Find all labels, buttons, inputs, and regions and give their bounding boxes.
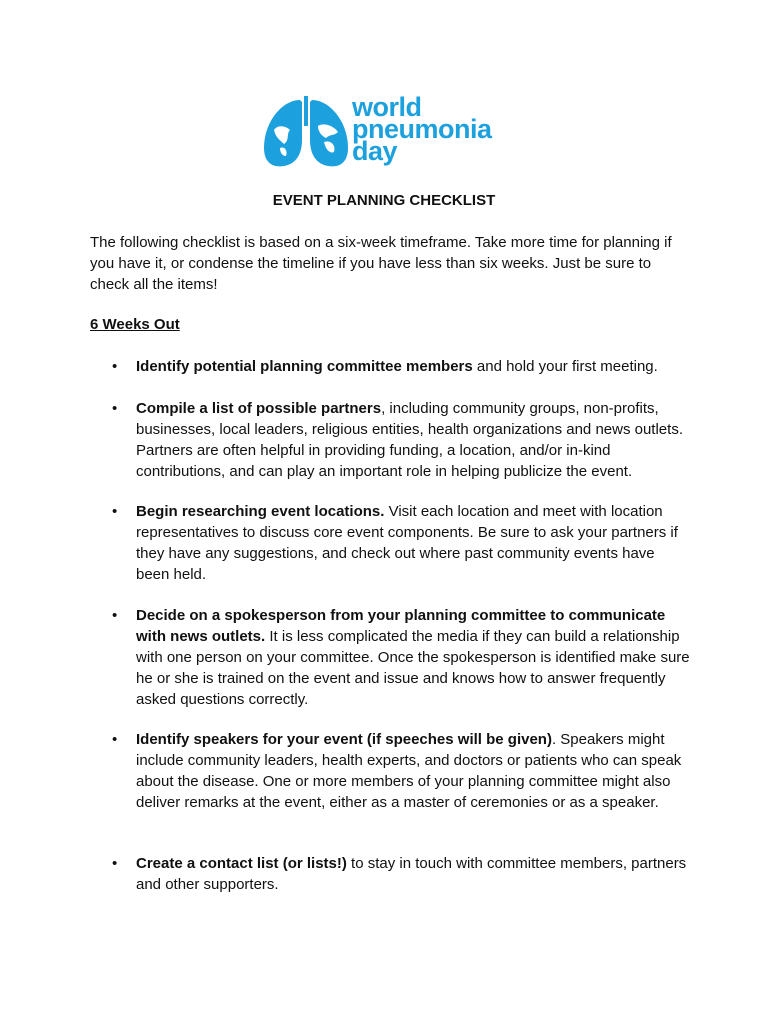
item-bold-text: Create a contact list (or lists!)	[136, 855, 347, 872]
item-text: It is less complicated the media if they can build a relationship with one person on your committee. Once the spokesperson is identified make sure he or she is trained on the event and issue and knows how to answer frequently asked questions correctly.	[136, 628, 690, 708]
checklist-item	[112, 853, 692, 895]
checklist-item	[112, 356, 692, 377]
checklist-item	[112, 501, 692, 585]
intro-paragraph: The following checklist is based on a six-week timeframe. Take more time for planning if you have it, or condense the timeline if you have less than six weeks. Just be sure to check all the items!	[90, 234, 672, 293]
bullet-icon: •	[112, 503, 118, 520]
item-bold-text: Identify speakers for your event (if speeches will be given)	[136, 731, 552, 748]
bullet-icon: •	[112, 855, 118, 872]
checklist-item	[112, 398, 692, 482]
bullet-icon: •	[112, 731, 118, 748]
item-text: Visit each location and meet with location representatives to discuss core event components. Be sure to ask your partners if they have any suggestions, and check out where past community events have been held.	[136, 503, 678, 583]
item-text: and hold your first meeting.	[472, 358, 658, 375]
bullet-icon: •	[112, 400, 118, 417]
lungs-globe-icon	[260, 96, 352, 172]
logo-line-2: pneumonia	[352, 114, 492, 144]
logo-wordmark	[352, 92, 492, 166]
item-text: , including community groups, non-profits, businesses, local leaders, religious entities, health organizations and news outlets. Partners are often helpful in providing funding, a location, and/or in-kind contributions, and can play an important role in helping publicize the event.	[136, 400, 683, 480]
item-text: to stay in touch with committee members, partners and other supporters.	[136, 855, 687, 893]
section-heading-6-weeks-out: 6 Weeks Out	[90, 316, 180, 333]
bullet-icon: •	[112, 607, 118, 624]
item-text: . Speakers might include community leaders, health experts, and doctors or patients who can speak about the disease. One or more members of your planning committee might also deliver remarks at the event, either as a master of ceremonies or as a speaker.	[136, 731, 682, 811]
item-bold-text: Begin researching event locations.	[136, 503, 385, 520]
item-bold-text: Decide on a spokesperson from your planning committee to communicate with news outlets.	[136, 607, 666, 645]
item-bold-text: Compile a list of possible partners	[136, 400, 382, 417]
checklist-item	[112, 605, 692, 710]
item-bold-text: Identify potential planning committee members	[136, 358, 473, 375]
page-title: EVENT PLANNING CHECKLIST	[272, 192, 496, 209]
logo-line-1: world	[352, 92, 422, 122]
logo-line-3: day	[352, 136, 398, 166]
world-pneumonia-day-logo	[260, 92, 510, 172]
checklist-item	[112, 729, 692, 813]
bullet-icon: •	[112, 358, 118, 375]
